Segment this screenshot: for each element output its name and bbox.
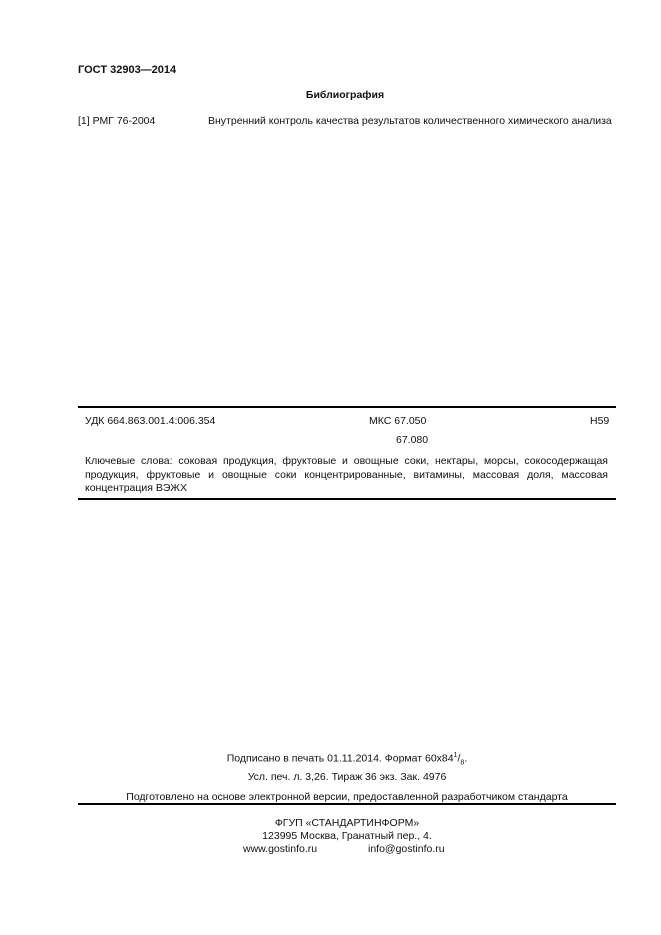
divider-top — [78, 406, 616, 408]
bibliography-ref: [1] РМГ 76-2004 — [78, 115, 156, 127]
bibliography-entry-title: Внутренний контроль качества результатов количественного химического анализа — [208, 115, 612, 127]
address: 123995 Москва, Гранатный пер., 4. — [262, 830, 432, 842]
udk-code: УДК 664.863.001.4:006.354 — [85, 415, 216, 427]
format-end: . — [464, 752, 468, 765]
prepared-note: Подготовлено на основе электронной версии, предоставленной разработчиком стандарта — [126, 791, 568, 803]
format-denominator: 8 — [460, 759, 465, 767]
signed-info: Подписано в печать 01.11.2014. Формат $60x84^1/_8$. — [226, 752, 468, 767]
mks-code-2: 67.080 — [396, 434, 429, 446]
mks-code-1: МКС 67.050 — [369, 415, 427, 427]
divider-imprint — [78, 803, 616, 805]
divider-bottom — [78, 498, 616, 500]
publisher: ФГУП «СТАНДАРТИНФОРМ» — [274, 817, 420, 829]
print-info: Усл. печ. л. 3,26. Тираж 36 экз. Зак. 4976 — [247, 771, 447, 783]
keywords: Ключевые слова: соковая продукция, фруктовые и овощные соки, нектары, морсы, сокосодержащая продукция, фруктовые и овощные соки концентрированные, витамины, массовая доля, массовая концентрация ВЭЖХ — [85, 455, 608, 494]
email-link[interactable]: info@gostinfo.ru — [368, 843, 445, 855]
standard-number: ГОСТ 32903—2014 — [78, 64, 177, 76]
website-link[interactable]: www.gostinfo.ru — [243, 843, 318, 855]
format-numerator: 1 — [453, 752, 458, 759]
bibliography-title-text: Библиография — [305, 89, 385, 101]
bibliography-title — [78, 89, 616, 101]
signed-text: Подписано в печать 01.11.2014. Формат 60x84 — [226, 752, 454, 765]
classification-code: Н59 — [590, 415, 610, 427]
